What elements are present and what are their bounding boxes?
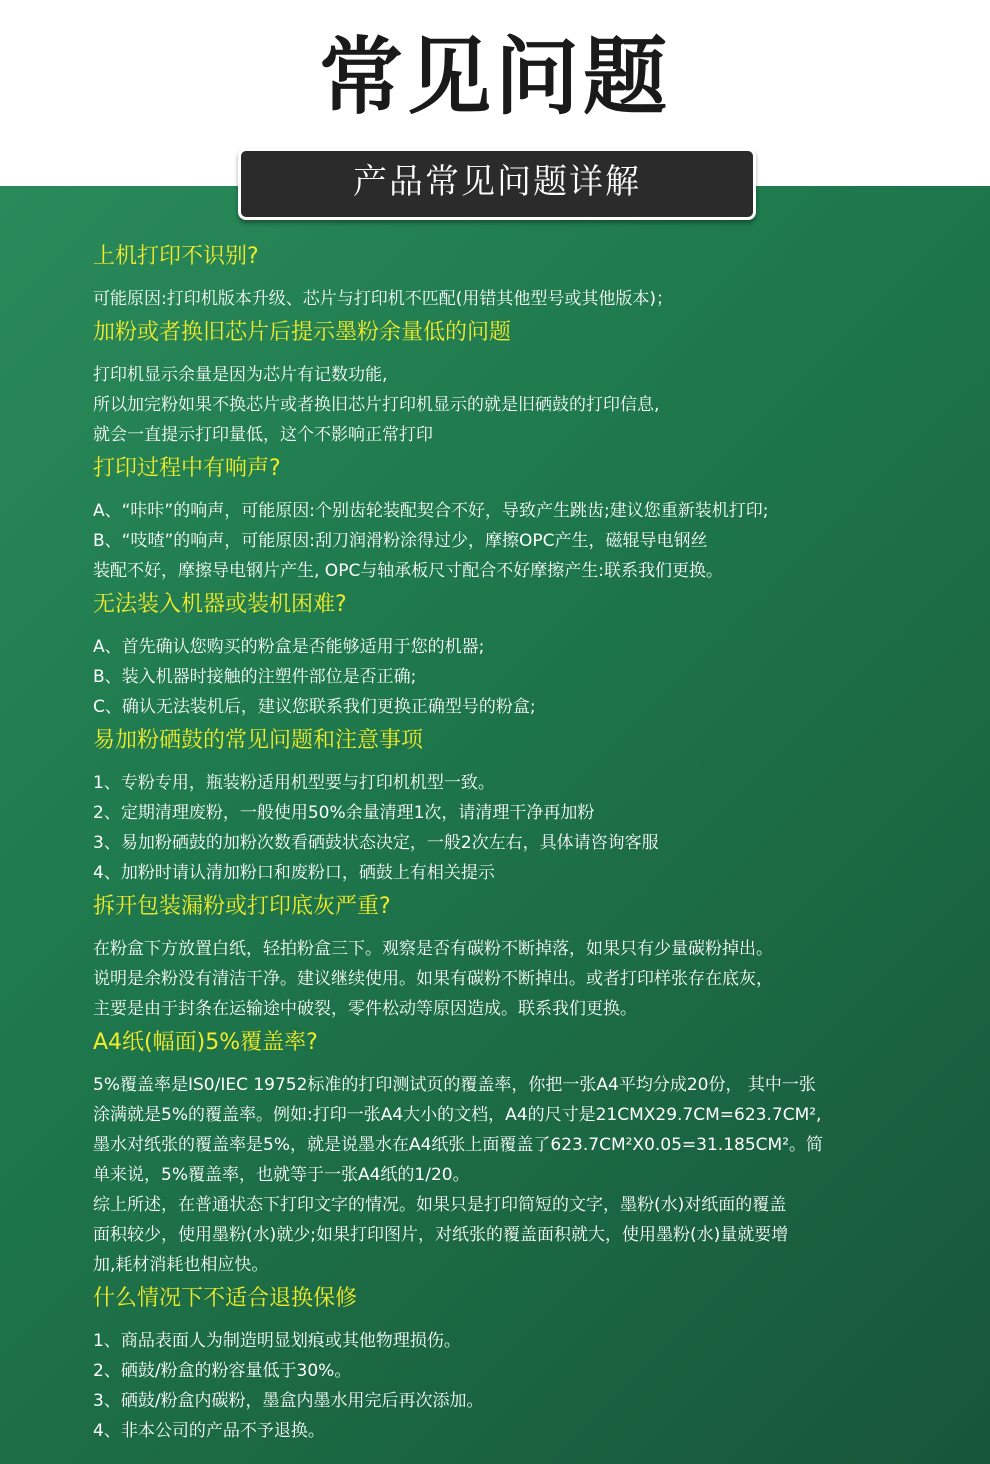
faq-answer-line: A、首先确认您购买的粉盒是否能够适用于您的机器; <box>93 637 485 657</box>
faq-answer <box>93 1316 923 1448</box>
faq-answer-line: 2、硒鼓/粉盒的粉容量低于30%。 <box>93 1361 352 1381</box>
faq-answer-line: 墨水对纸张的覆盖率是5%，就是说墨水在A4纸张上面覆盖了623.7CM²X0.05=31.185CM²。简 <box>93 1135 824 1155</box>
faq-answer-line: C、确认无法装机后，建议您联系我们更换正确型号的粉盒; <box>93 697 536 717</box>
faq-section <box>93 588 923 724</box>
faq-answer-line: 1、专粉专用，瓶装粉适用机型要与打印机机型一致。 <box>93 773 495 793</box>
faq-question: 无法装入机器或装机困难? <box>93 592 347 617</box>
faq-answer <box>93 924 923 1026</box>
faq-question: 什么情况下不适合退换保修 <box>93 1286 358 1311</box>
faq-answer-line: 可能原因:打印机版本升级、芯片与打印机不匹配(用错其他型号或其他版本)； <box>93 289 673 309</box>
faq-answer-line: 3、易加粉硒鼓的加粉次数看硒鼓状态决定，一般2次左右，具体请咨询客服 <box>93 833 659 853</box>
faq-answer-line: 5%覆盖率是IS0/IEC 19752标准的打印测试页的覆盖率，你把一张A4平均分成20份， 其中一张 <box>93 1075 816 1095</box>
faq-answer <box>93 350 923 452</box>
faq-answer-line: 打印机显示余量是因为芯片有记数功能, <box>93 365 388 385</box>
faq-section <box>93 890 923 1026</box>
faq-answer-line: 4、非本公司的产品不予退换。 <box>93 1421 325 1441</box>
faq-answer-line: B、装入机器时接触的注塑件部位是否正确; <box>93 667 417 687</box>
faq-answer-line: 主要是由于封条在运输途中破裂，零件松动等原因造成。联系我们更换。 <box>93 999 637 1019</box>
faq-question: 打印过程中有响声? <box>93 456 281 481</box>
faq-answer-line: B、“吱喳”的响声，可能原因:刮刀润滑粉涂得过少，摩擦OPC产生，磁辊导电钢丝 <box>93 531 708 551</box>
faq-answer-line: 涂满就是5%的覆盖率。例如:打印一张A4大小的文档，A4的尺寸是21CMX29.7CM=623.7CM², <box>93 1105 822 1125</box>
faq-answer-line: 单来说，5%覆盖率，也就等于一张A4纸的1/20。 <box>93 1165 470 1185</box>
faq-answer-line: 加,耗材消耗也相应快。 <box>93 1255 269 1275</box>
faq-answer-line: 4、加粉时请认清加粉口和废粉口，硒鼓上有相关提示 <box>93 863 495 883</box>
faq-section <box>93 240 923 316</box>
faq-question: 拆开包装漏粉或打印底灰严重? <box>93 894 391 919</box>
faq-section <box>93 316 923 452</box>
faq-answer-line: 就会一直提示打印量低，这个不影响正常打印 <box>93 425 433 445</box>
faq-answer-line: 装配不好，摩擦导电钢片产生, OPC与轴承板尺寸配合不好摩擦产生:联系我们更换。 <box>93 561 724 581</box>
faq-answer-line: 2、定期清理废粉，一般使用50%余量清理1次，请清理干净再加粉 <box>93 803 595 823</box>
subtitle-text: 产品常见问题详解 <box>353 162 641 202</box>
subtitle-banner <box>238 148 756 220</box>
faq-question: 上机打印不识别? <box>93 244 259 269</box>
faq-section <box>93 724 923 890</box>
faq-answer-line: 在粉盒下方放置白纸，轻拍粉盒三下。观察是否有碳粉不断掉落，如果只有少量碳粉掉出。 <box>93 939 773 959</box>
faq-answer <box>93 486 923 588</box>
faq-question: 易加粉硒鼓的常见问题和注意事项 <box>93 728 424 753</box>
faq-section <box>93 1282 923 1448</box>
faq-answer-line: A、“咔咔”的响声，可能原因:个别齿轮装配契合不好，导致产生跳齿;建议您重新装机打印; <box>93 501 769 521</box>
page-title: 常见问题 <box>318 28 671 126</box>
faq-answer <box>93 758 923 890</box>
faq-answer-line: 所以加完粉如果不换芯片或者换旧芯片打印机显示的就是旧硒鼓的打印信息, <box>93 395 660 415</box>
faq-question: 加粉或者换旧芯片后提示墨粉余量低的问题 <box>93 320 512 345</box>
faq-question: A4纸(幅面)5%覆盖率? <box>93 1030 318 1055</box>
faq-answer-line: 1、商品表面人为制造明显划痕或其他物理损伤。 <box>93 1331 461 1351</box>
faq-section <box>93 452 923 588</box>
faq-answer-line: 说明是余粉没有清洁干净。建议继续使用。如果有碳粉不断掉出。或者打印样张存在底灰， <box>93 969 773 989</box>
faq-answer-line: 面积较少，使用墨粉(水)就少;如果打印图片，对纸张的覆盖面积就大，使用墨粉(水)量就要增 <box>93 1225 789 1245</box>
faq-answer <box>93 1060 923 1282</box>
faq-list <box>93 240 923 1448</box>
faq-answer-line: 3、硒鼓/粉盒内碳粉，墨盒内墨水用完后再次添加。 <box>93 1391 484 1411</box>
faq-answer <box>93 622 923 724</box>
faq-section <box>93 1026 923 1282</box>
faq-answer-line: 综上所述，在普通状态下打印文字的情况。如果只是打印简短的文字，墨粉(水)对纸面的覆盖 <box>93 1195 787 1215</box>
faq-answer <box>93 274 923 316</box>
